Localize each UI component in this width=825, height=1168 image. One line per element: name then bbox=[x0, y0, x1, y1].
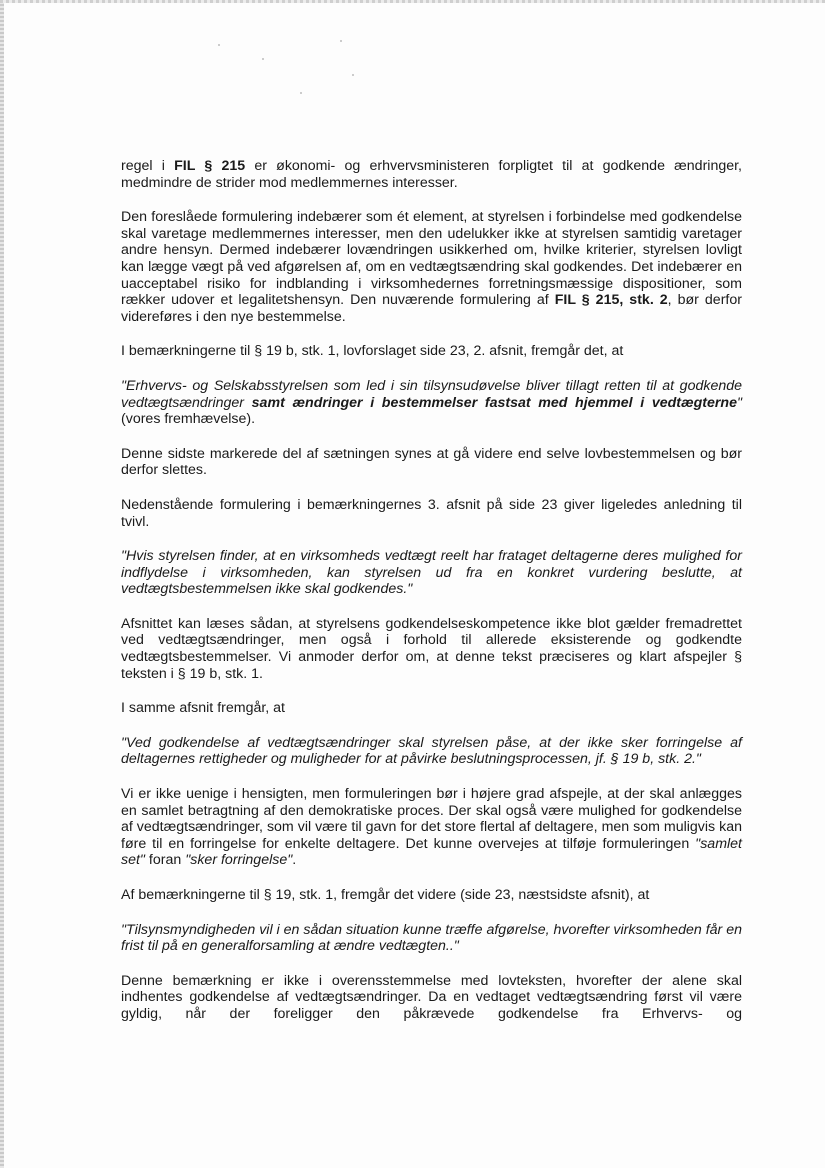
text-run: Den foreslåede formulering indebærer som ét element, at styrelsen i forbindelse med godkendelse skal varetage medlemmernes interesser, men den udelukker ikke at styrelsen samtidig varetager andre hensyn. Dermed indebærer lovændringen usikkerhed om, hvilke kriterier, styrelsen lovligt kan lægge vægt på ved afgørelsen af, om en vedtægtsændring skal godkendes. Det indebærer en uacceptabel risiko for indblanding i virksomhedernes forretningsmæssige dispositioner, som rækker udover et legalitetshensyn. Den nuværende formulering af bbox=[121, 209, 742, 309]
text-run: , bør derfor videreføres i den nye bestemmelse. bbox=[121, 292, 742, 325]
scan-speck bbox=[340, 40, 342, 42]
italic-text-run: "samlet set" bbox=[121, 835, 742, 869]
text-run: I samme afsnit fremgår, at bbox=[121, 700, 286, 717]
paragraph bbox=[121, 887, 742, 904]
italic-text-run: "sker forringelse" bbox=[185, 852, 293, 869]
scan-edge-left bbox=[0, 0, 4, 1168]
document-body bbox=[121, 158, 742, 1023]
text-run: Nedenstående formulering i bemærkningernes 3. afsnit på side 23 giver ligeledes anledning til tvivl. bbox=[121, 496, 742, 530]
text-run: . bbox=[292, 852, 297, 869]
text-run: Afsnittet kan læses sådan, at styrelsens godkendelseskompetence ikke blot gælder fremadrettet ved vedtægtsændringer, men også i forhold til allerede eksisterende og godkendte vedtægtsbestemmelser. Vi anmoder derfor om, at denne tekst præciseres og klart afspejler § teksten i § 19 b, stk. 1. bbox=[121, 615, 742, 682]
paragraph bbox=[121, 209, 742, 325]
paragraph bbox=[121, 343, 742, 360]
quote-paragraph bbox=[121, 548, 742, 598]
paragraph bbox=[121, 446, 742, 479]
italic-text-run: "Hvis styrelsen finder, at en virksomheds vedtægt reelt har frataget deltagerne deres mulighed for indflydelse i virksomheden, kan styrelsen ud fra en konkret vurdering beslutte, at vedtægtsbestemmelsen ikke skal godkendes." bbox=[121, 548, 742, 598]
bold-text-run: FIL § 215, stk. 2 bbox=[554, 292, 668, 309]
paragraph bbox=[121, 158, 742, 191]
bold-text-run: samt ændringer i bestemmelser fastsat med hjemmel i vedtægterne bbox=[251, 394, 737, 411]
paragraph bbox=[121, 973, 742, 1023]
quote-paragraph bbox=[121, 378, 742, 428]
italic-text-run: "Ved godkendelse af vedtægtsændringer skal styrelsen påse, at der ikke sker forringelse af deltagernes rettigheder og muligheder for at påvirke beslutningsprocessen, jf. § 19 b, stk. 2." bbox=[121, 734, 742, 768]
quote-paragraph bbox=[121, 735, 742, 768]
text-run: I bemærkningerne til § 19 b, stk. 1, lovforslaget side 23, 2. afsnit, fremgår det, at bbox=[121, 343, 624, 360]
paragraph bbox=[121, 497, 742, 530]
text-run: regel i bbox=[121, 158, 175, 174]
italic-text-run: "Erhvervs- og Selskabsstyrelsen som led i sin tilsynsudøvelse bliver tillagt retten til at godkende vedtægtsændringer bbox=[121, 377, 742, 411]
italic-text-run: "Tilsynsmyndigheden vil i en sådan situation kunne træffe afgørelse, hvorefter virksomheden får en frist til på en generalforsamling at ændre vedtægten.." bbox=[121, 921, 742, 955]
paragraph bbox=[121, 616, 742, 682]
text-run: (vores fremhævelse). bbox=[121, 411, 256, 428]
scan-edge-top bbox=[0, 0, 825, 3]
text-run: foran bbox=[144, 852, 186, 869]
scan-speck bbox=[218, 44, 220, 46]
scan-speck bbox=[300, 92, 302, 94]
scan-speck bbox=[262, 58, 264, 60]
scan-speck bbox=[352, 74, 354, 76]
text-run: Af bemærkningerne til § 19, stk. 1, fremgår det videre (side 23, næstsidste afsnit), at bbox=[121, 887, 650, 903]
text-run: Denne sidste markerede del af sætningen synes at gå videre end selve lovbestemmelsen og bør derfor slettes. bbox=[121, 445, 742, 479]
text-run: Denne bemærkning er ikke i overensstemmelse med lovteksten, hvorefter der alene skal indhentes godkendelse af vedtægtsændringer. Da en vedtaget vedtægtsændring først vil være gyldig, når der foreligger den påkrævede godkendelse fra Erhvervs- og bbox=[121, 972, 742, 1022]
paragraph bbox=[121, 700, 742, 717]
italic-text-run: " bbox=[736, 394, 743, 411]
paragraph bbox=[121, 786, 742, 869]
quote-paragraph bbox=[121, 922, 742, 955]
text-run: Vi er ikke uenige i hensigten, men formuleringen bør i højere grad afspejle, at der skal anlægges en samlet betragtning af den demokratiske proces. Der skal også være mulighed for godkendelse af vedtægtsændringer, som vil være til gavn for det store flertal af deltagere, men som muligvis kan føre til en forringelse for enkelte deltagere. Det kunne overvejes at tilføje formuleringen bbox=[121, 786, 742, 852]
bold-text-run: FIL § 215 bbox=[174, 158, 246, 174]
text-run: er økonomi- og erhvervsministeren forpligtet til at godkende ændringer, medmindre de strider mod medlemmernes interesser. bbox=[121, 158, 742, 191]
